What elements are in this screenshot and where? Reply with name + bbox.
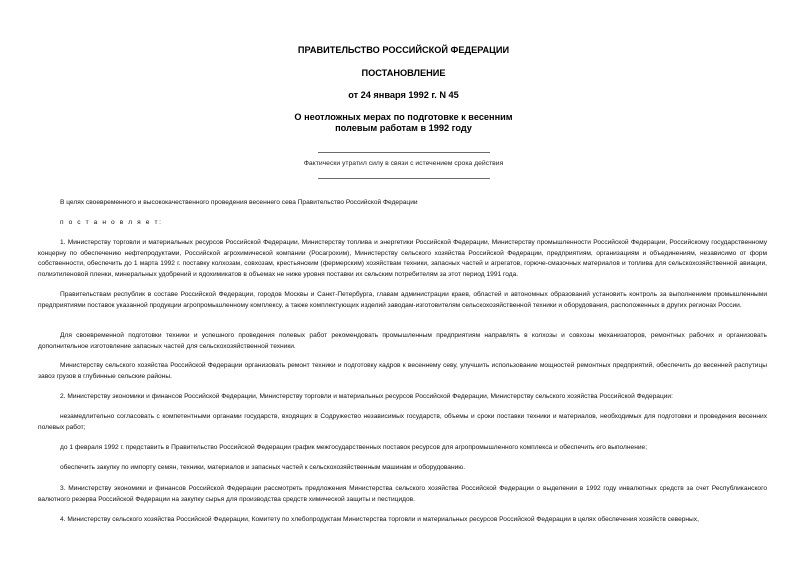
paragraph-10: 4. Министерству сельского хозяйства Российской Федерации, Комитету по хлебопродуктам Министерства торговли и материальных ресурсов Российской Федерации в целях обеспечения хозяйств северных,: [60, 516, 699, 523]
paragraph-7: до 1 февраля 1992 г. представить в Правительство Российской Федерации график межгосударственных поставок ресурсов для агропромышленного комплекса и обеспечить его выполнение;: [60, 444, 648, 451]
status-note: Фактически утратил силу в связи с истечением срока действия: [303, 160, 504, 167]
paragraph-1: 1. Министерству торговли и материальных ресурсов Российской Федерации, Министерству топлива и энергетики Российской Федерации, Министерству промышленности Российской Федерации, Российскому государственному концерну по обеспечению нефтепродуктами, Российской агрохимической компании (Росагрохим), Министерству сельского хозяйства Российской Федерации, предприятиям, организациям и объединениям, независимо от форм собственности, обеспечить до 1 марта 1992 г. поставку колхозам, совхозам, крестьянским (фермерским) хозяйствам техники, запасных частей и агрегатов, горюче-смазочных материалов и топлива для сельскохозяйственной авиации, полиэтиленовой пленки, минеральных удобрений и ядохимикатов в объемах не ниже уровня поставки их сельским потребителям за этот период 1991 года.: [38, 239, 767, 278]
bottom-divider: [318, 178, 490, 179]
document-type-heading: ПОСТАНОВЛЕНИЕ: [361, 68, 446, 78]
top-divider: [318, 152, 490, 153]
intro-paragraph: В целях своевременного и высококачественного проведения весеннего сева Правительство Российской Федерации: [60, 199, 418, 206]
date-number-heading: от 24 января 1992 г. N 45: [348, 90, 459, 100]
resolves-line: п о с т а н о в л я е т:: [60, 219, 163, 226]
paragraph-4: Министерству сельского хозяйства Российской Федерации организовать ремонт техники и подготовку кадров к весеннему севу, улучшить использование мощностей ремонтных предприятий, обеспечить до весенней распутицы завоз грузов в глубинные сельские районы.: [38, 362, 767, 380]
title-line-1: О неотложных мерах по подготовке к весенним: [294, 112, 513, 122]
paragraph-2: Правительствам республик в составе Российской Федерации, городов Москвы и Санкт-Петербурга, главам администрации краев, областей и автономных образований установить контроль за выполнением промышленными предприятиями поставок указанной продукции агропромышленному комплексу, а также комплектующих изделий заводам-изготовителям сельскохозяйственной техники и оборудования, расположенных в других регионах России.: [38, 291, 767, 309]
paragraph-5: 2. Министерству экономики и финансов Российской Федерации, Министерству торговли и материальных ресурсов Российской Федерации, Министерству сельского хозяйства Российской Федерации:: [60, 393, 673, 400]
title-line-2: полевым работам в 1992 году: [335, 123, 472, 133]
paragraph-8: обеспечить закупку по импорту семян, техники, материалов и запасных частей к сельскохозяйственным машинам и оборудованию.: [60, 464, 466, 471]
paragraph-6: незамедлительно согласовать с компетентными органами государств, входящих в Содружество независимых государств, объемы и сроки поставки техники и материалов, необходимых для подготовки и проведения весенних полевых работ;: [38, 413, 767, 431]
paragraph-3: Для своевременной подготовки техники и успешного проведения полевых работ рекомендовать промышленным предприятиям направлять в колхозы и совхозы механизаторов, ремонтных рабочих и организовать дополнительное изготовление запасных частей для сельскохозяйственной техники.: [38, 332, 767, 350]
paragraph-9: 3. Министерству экономики и финансов Российской Федерации рассмотреть предложения Министерства сельского хозяйства Российской Федерации о выделении в 1992 году инвалютных средств за счет Республиканского валютного резерва Российской Федерации на закупку сырья для производства средств химической защиты и пестицидов.: [38, 485, 767, 503]
government-heading: ПРАВИТЕЛЬСТВО РОССИЙСКОЙ ФЕДЕРАЦИИ: [297, 45, 510, 55]
